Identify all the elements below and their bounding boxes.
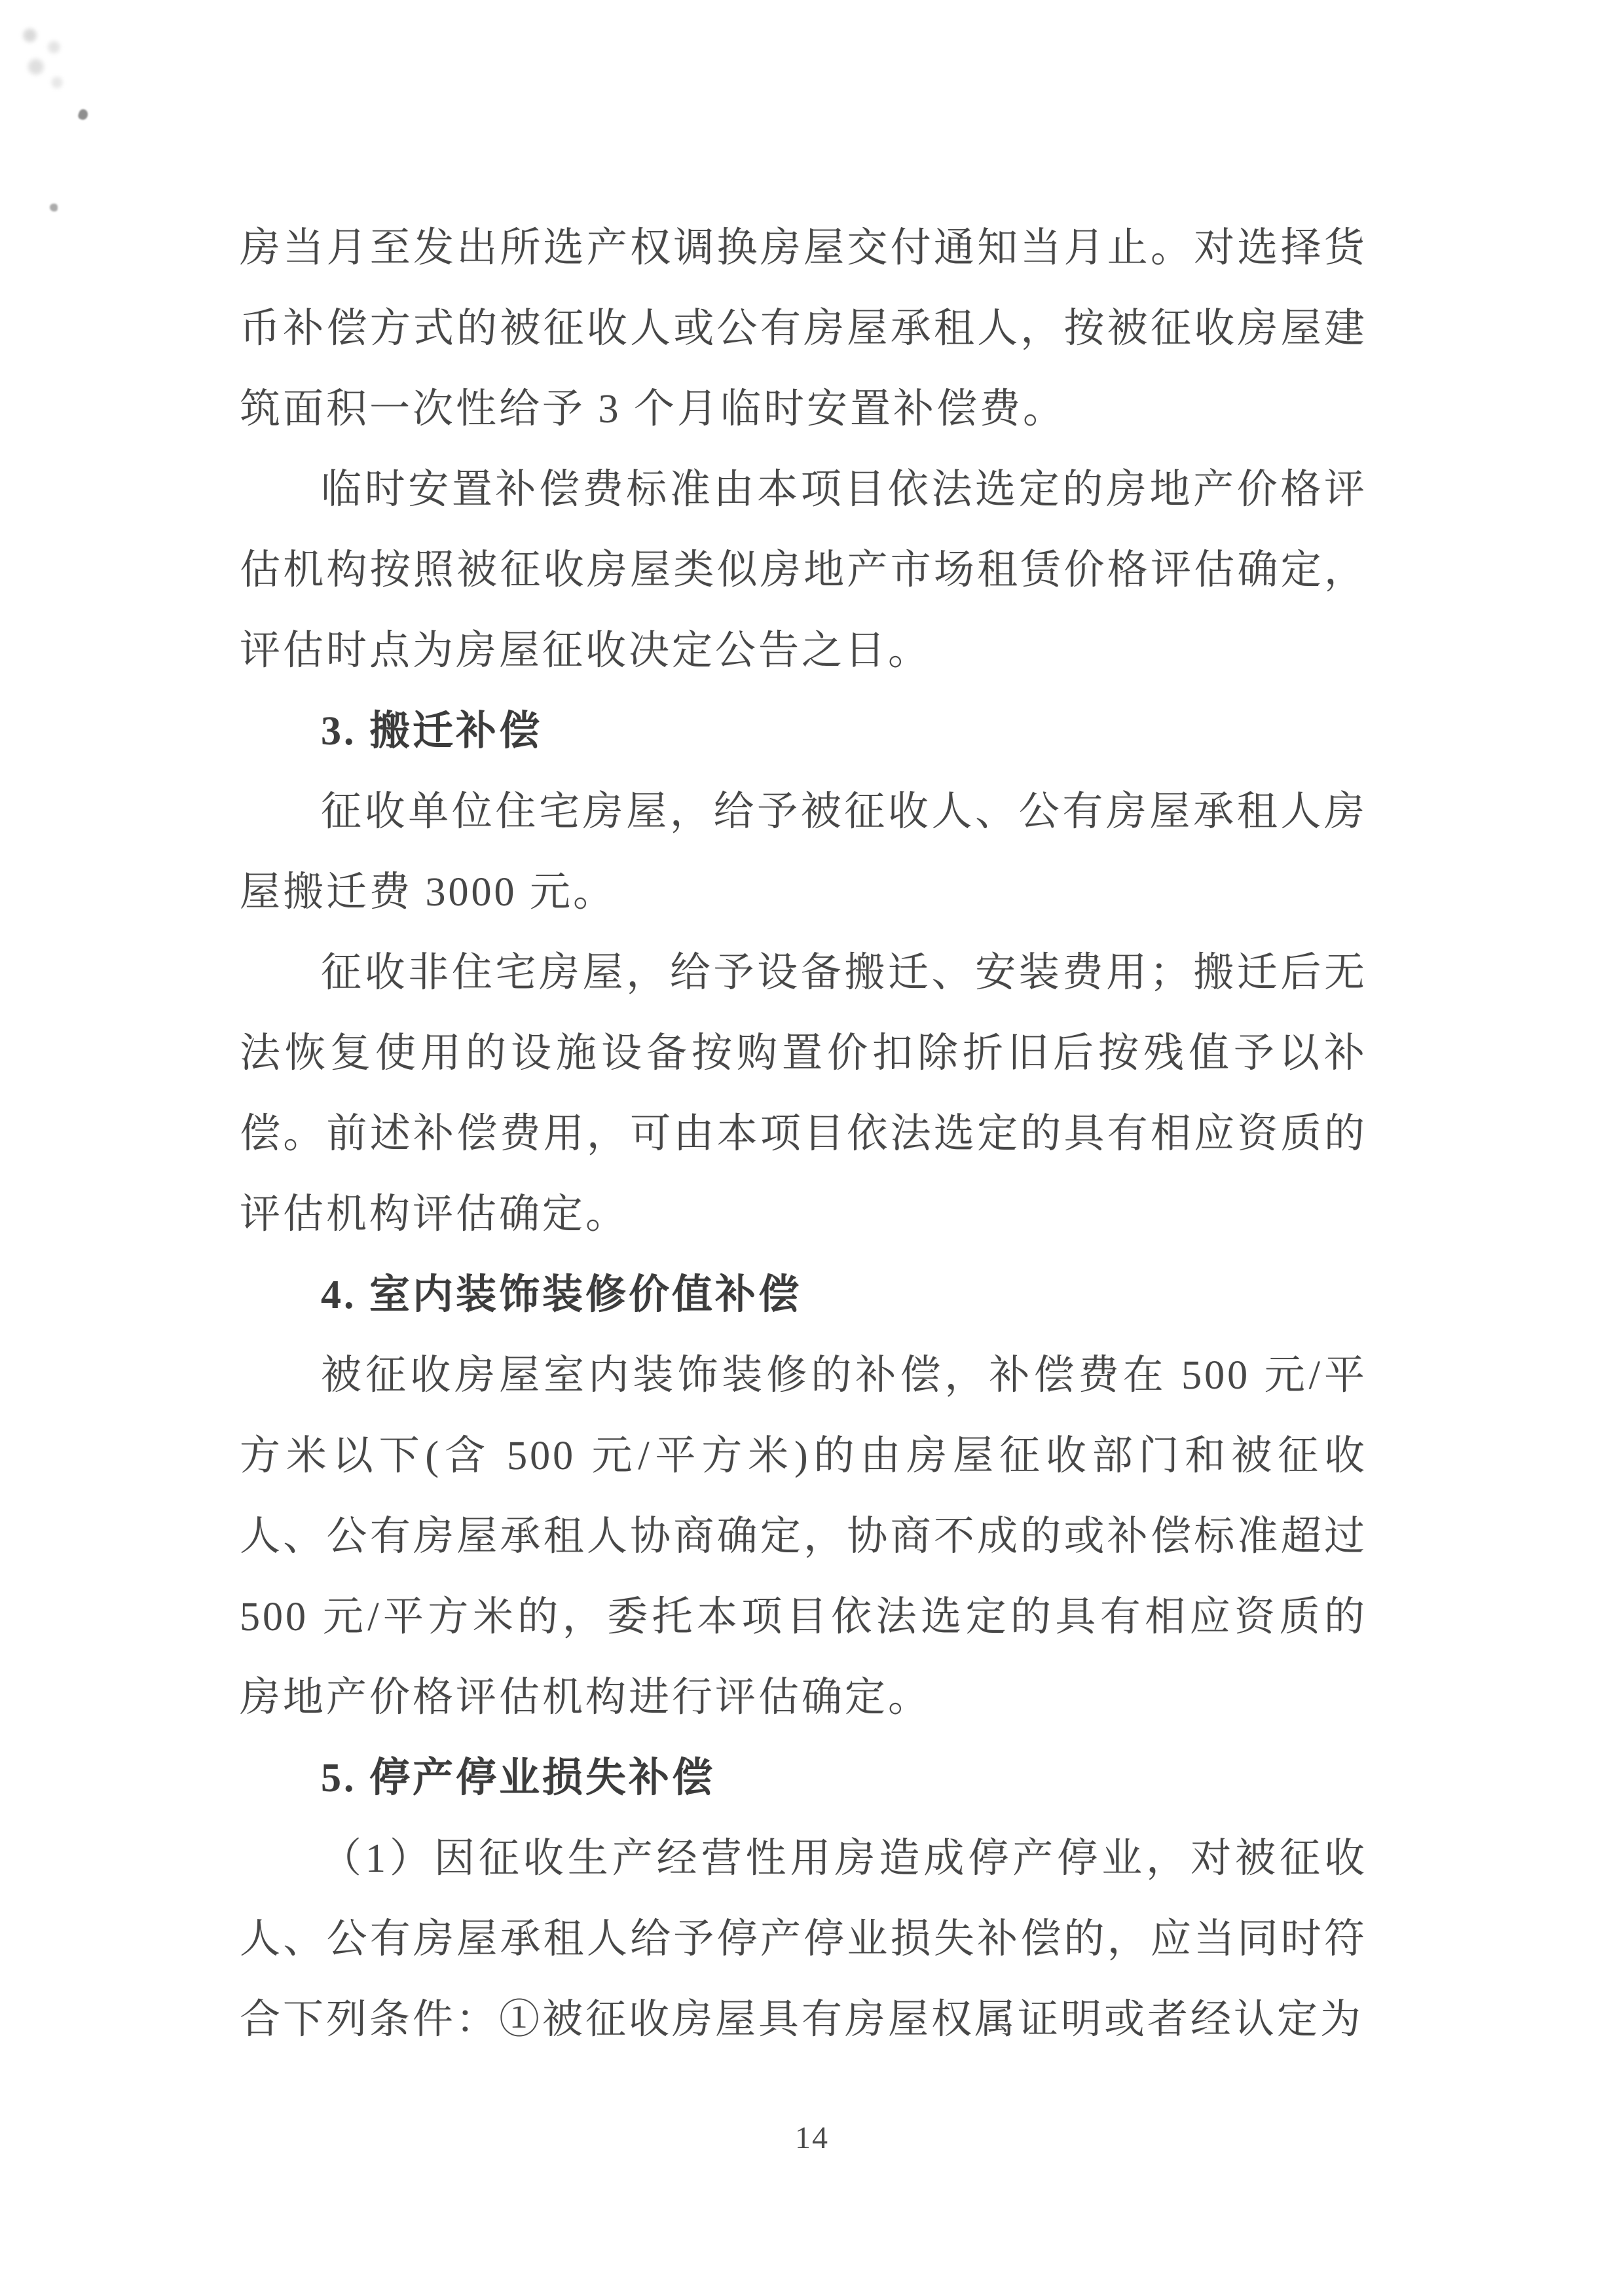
paragraph-interior-decoration-rules: 被征收房屋室内装饰装修的补偿，补偿费在 500 元/平方米以下(含 500 元/平方米)的由房屋征收部门和被征收人、公有房屋承租人协商确定，协商不成的或补偿标准超过 500 元/平方米的，委托本项目依法选定的具有相应资质的房地产价格评估机构进行评估确定。 bbox=[240, 1353, 1367, 1720]
paragraph-residential-relocation-fee: 征收单位住宅房屋，给予被征收人、公有房屋承租人房屋搬迁费 3000 元。 bbox=[240, 790, 1367, 915]
section-heading-interior-decoration-compensation: 4. 室内装饰装修价值补偿 bbox=[321, 1273, 802, 1317]
section-heading-relocation-compensation: 3. 搬迁补偿 bbox=[321, 709, 543, 754]
paragraph-business-suspension-conditions: （1）因征收生产经营性用房造成停产停业，对被征收人、公有房屋承租人给予停产停业损失补偿的，应当同时符合下列条件：①被征收房屋具有房屋权属证明或者经认定为 bbox=[240, 1836, 1367, 2042]
paragraph-temporary-resettlement-continuation: 房当月至发出所选产权调换房屋交付通知当月止。对选择货币补偿方式的被征收人或公有房屋承租人，按被征收房屋建筑面积一次性给予 3 个月临时安置补偿费。 bbox=[240, 226, 1367, 431]
scan-speck-artifact bbox=[77, 108, 90, 121]
scan-speck-artifact bbox=[50, 204, 58, 211]
document-body bbox=[240, 208, 1367, 2060]
paragraph-temporary-resettlement-standard: 临时安置补偿费标准由本项目依法选定的房地产价格评估机构按照被征收房屋类似房地产市场租赁价格评估确定，评估时点为房屋征收决定公告之日。 bbox=[240, 467, 1367, 673]
scan-smudge-artifact bbox=[12, 16, 72, 94]
page-number: 14 bbox=[795, 2121, 829, 2155]
paragraph-non-residential-relocation: 征收非住宅房屋，给予设备搬迁、安装费用；搬迁后无法恢复使用的设施设备按购置价扣除折旧后按残值予以补偿。前述补偿费用，可由本项目依法选定的具有相应资质的评估机构评估确定。 bbox=[240, 951, 1367, 1237]
section-heading-business-suspension-compensation: 5. 停产停业损失补偿 bbox=[321, 1756, 716, 1800]
